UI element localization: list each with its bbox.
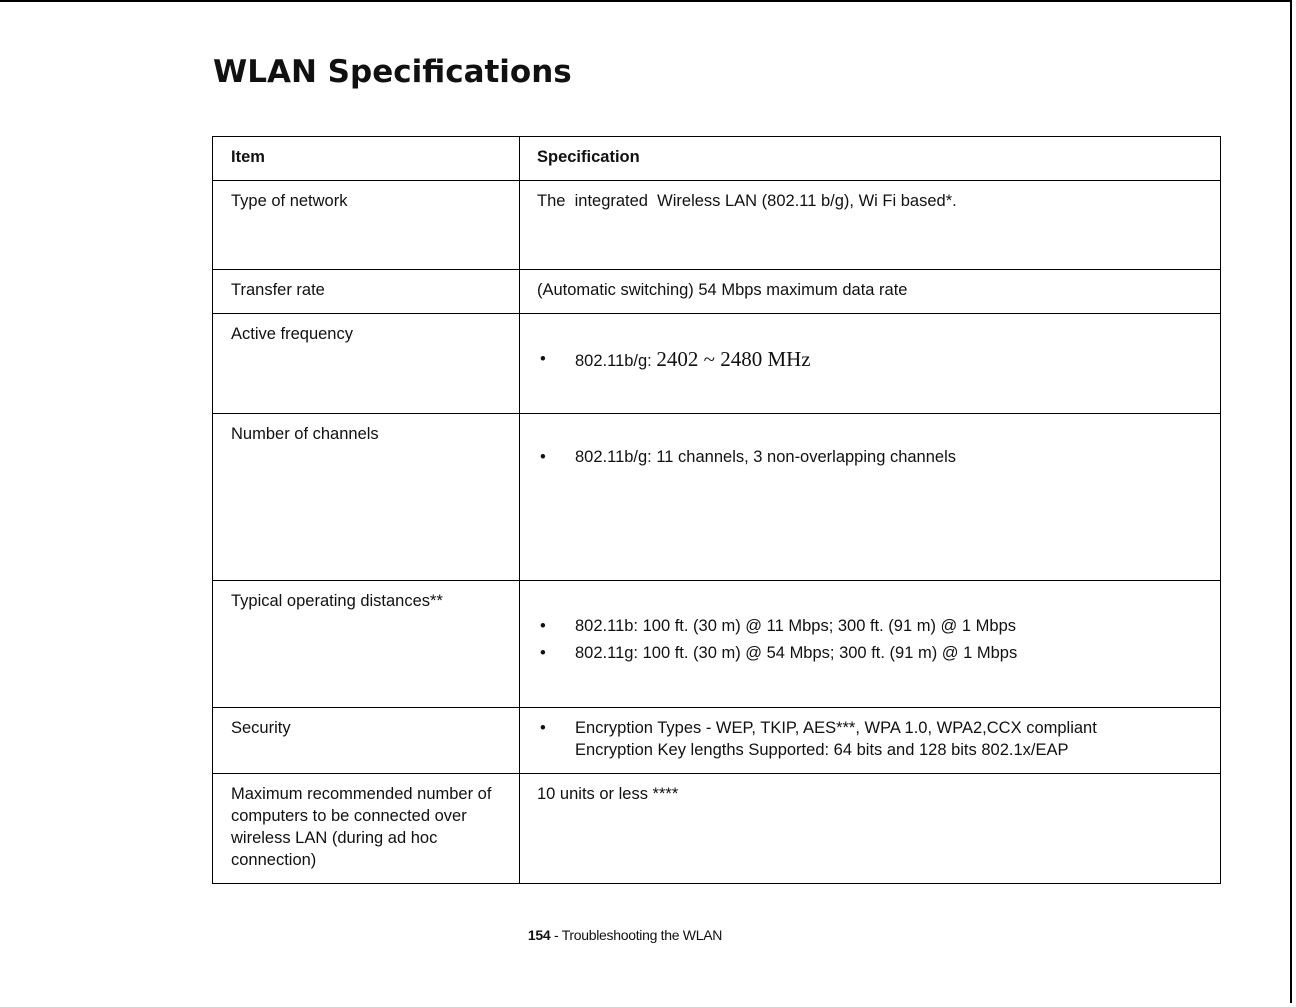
table-row	[213, 181, 1221, 270]
page-footer	[0, 927, 1250, 943]
bullet-list	[537, 717, 1210, 761]
row-item-label: Active frequency	[213, 314, 520, 414]
bullet-text: 802.11g: 100 ft. (30 m) @ 54 Mbps; 300 ft. (91 m) @ 1 Mbps	[575, 644, 1018, 662]
bullet-icon: •	[540, 644, 546, 662]
footer-separator: -	[550, 927, 562, 943]
row-item-label: Maximum recommended number of computers to be connected over wireless LAN (during ad hoc connection)	[213, 774, 520, 884]
bullet-list	[537, 346, 1210, 374]
bullet-list	[537, 446, 1210, 468]
bullet-icon: •	[540, 350, 546, 368]
footer-section: Troubleshooting the WLAN	[561, 927, 723, 943]
table-row	[213, 581, 1221, 708]
header-item: Item	[213, 137, 520, 181]
list-item	[537, 640, 1210, 667]
page-title: WLAN Specifications	[213, 54, 572, 90]
frequency-value: 2402 ~ 2480 MHz	[656, 347, 811, 371]
table-row	[213, 708, 1221, 774]
table-header-row	[213, 137, 1221, 181]
row-spec-value: 10 units or less ****	[520, 774, 1221, 884]
row-spec-value: (Automatic switching) 54 Mbps maximum data rate	[520, 270, 1221, 314]
row-spec-cell	[520, 314, 1221, 414]
bullet-text: Encryption Types - WEP, TKIP, AES***, WPA 1.0, WPA2,CCX compliant	[575, 719, 1097, 737]
page-number: 154	[527, 927, 551, 943]
list-item	[537, 346, 1210, 374]
table-row	[213, 774, 1221, 884]
header-specification: Specification	[520, 137, 1221, 181]
table-row	[213, 270, 1221, 314]
table-row	[213, 414, 1221, 581]
list-item	[537, 613, 1210, 640]
bullet-list	[537, 613, 1210, 667]
bullet-icon: •	[540, 448, 546, 466]
bullet-text: 802.11b/g: 11 channels, 3 non-overlapping channels	[575, 448, 957, 466]
bullet-text: 802.11b: 100 ft. (30 m) @ 11 Mbps; 300 ft. (91 m) @ 1 Mbps	[575, 617, 1017, 635]
table-row	[213, 314, 1221, 414]
spec-table	[212, 136, 1221, 884]
bullet-icon: •	[540, 719, 546, 737]
list-item	[537, 446, 1210, 468]
row-item-label: Type of network	[213, 181, 520, 270]
row-item-label: Typical operating distances**	[213, 581, 520, 708]
row-item-label: Number of channels	[213, 414, 520, 581]
bullet-text-continuation: Encryption Key lengths Supported: 64 bits and 128 bits 802.1x/EAP	[575, 741, 1069, 759]
row-spec-cell	[520, 708, 1221, 774]
list-item	[537, 717, 1210, 761]
bullet-icon: •	[540, 617, 546, 635]
row-item-label: Transfer rate	[213, 270, 520, 314]
row-item-label: Security	[213, 708, 520, 774]
row-spec-cell	[520, 414, 1221, 581]
frequency-prefix: 802.11b/g:	[575, 352, 657, 370]
row-spec-value: The integrated Wireless LAN (802.11 b/g), Wi Fi based*.	[520, 181, 1221, 270]
row-spec-cell	[520, 581, 1221, 708]
